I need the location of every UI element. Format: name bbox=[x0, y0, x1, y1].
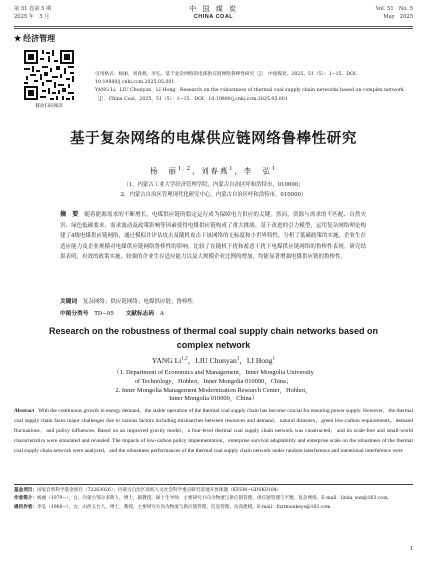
footnote-rule bbox=[14, 484, 413, 485]
volume-cn: 第 51 卷第 5 期 bbox=[14, 6, 52, 12]
qr-code-icon[interactable] bbox=[22, 48, 76, 102]
volume-en: Vol. 51 No. 5 bbox=[375, 6, 413, 12]
doc-code: A bbox=[159, 311, 164, 317]
doc-code-label: 文献标志码 bbox=[125, 311, 155, 317]
star-icon: ★ bbox=[14, 34, 22, 43]
author-name: ，LIU Chunyan bbox=[187, 356, 237, 365]
footnotes bbox=[14, 487, 413, 512]
corresponding-author bbox=[14, 504, 413, 512]
author-name: YANG Li bbox=[151, 356, 182, 365]
citation-cn: 引用格式：杨丽，刘春燕，李弘．基于复杂网络的电煤供应链网络鲁棒性研究［J］．中国煤炭，2025，51（5）：1−15．DOI：10.19880/j.cnki.ccm.2025.05.001 bbox=[95, 72, 361, 86]
abstract-cn bbox=[60, 210, 366, 263]
section-tag bbox=[14, 33, 55, 44]
corresponding-author-text: 李弘（1968−），女，山西五台人，博士，教授，主要研究方向为物流与供应链管理，信息管理、仿真建模。E-mail：faxtmonkeys@163.com bbox=[36, 504, 331, 510]
affiliation-line: （1．内蒙古工业大学经济管理学院，内蒙古自治区呼和浩特市，010000； bbox=[123, 182, 304, 188]
section-tag-label: 经济管理 bbox=[23, 34, 56, 43]
corresponding-author-label: 通讯作者： bbox=[14, 504, 37, 510]
abstract-text-en: With the continuous growth in energy demand，the stable operation of the thermal coal supply chain has become crucial for ensuring power supply. However，the thermal coal supply chain faces major challenges due to various factors including mismatches between resources and demand，natural disasters，green low-carbon requirements，demand fluctuations，and policy influences. Based on an improved gravity model，a four-level thermal coal supply chain network was constructed，and its scale-free and small-world characteristics were simulated and revealed. The impacts of low-carbon policy implementation，enterprise survival adaptability and enterprise scale on the robustness of the thermal coal supply chain network were analyzed，and the robustness performances of the thermal coal supply chain network under random interference and intentional interference were bbox=[14, 408, 413, 454]
affiliation-line: Inner Mongolia 010000，China） bbox=[169, 395, 258, 403]
abstract-label-en: Abstract bbox=[14, 408, 35, 414]
author-name: ，李 弘 bbox=[234, 166, 272, 176]
keywords-cn bbox=[60, 296, 380, 305]
qr-caption: 移动扫码阅读 bbox=[35, 104, 63, 109]
fund-text: 国家自然科学基金项目（72263026）；内蒙古自治区高校人文社会科学重点研究基地开放课题（KFSM−GDSK0104） bbox=[36, 488, 282, 493]
header-rule bbox=[14, 26, 413, 27]
abstract-text-cn: 随着能源需求的不断增长，电煤供应链的稳定运行成为保障电力供应的关键。然而，资源与需求的不匹配、自然灾害、绿色低碳要求、需求波动及政策影响等因素使得电煤供应链构成了重大挑战。基于改进的引力模型，运用复杂网络理论构建了4级电煤供应链网络，通过模拟并评估攻击及随机攻击下该网络的无标度和小世界特性。分析了低碳政策的实施、企业生存适应能力及企业规模对电煤供应链网络鲁棒性的影响。比较了在随机干扰和蓄意干扰下电煤供应链网络的鲁棒性表现。研究结果表明，有效的政策实施、较强的企业生存适应能力以及大规模企业比例的增加，均能显著增强电煤供应链的鲁棒性。 bbox=[60, 212, 367, 261]
author-affiliation-mark: 1,2 bbox=[181, 355, 188, 362]
keywords-label: 关键词 bbox=[60, 299, 78, 305]
citation-block bbox=[95, 71, 413, 104]
author-name: 杨 丽 bbox=[150, 166, 178, 176]
keyword: 鲁棒性 bbox=[176, 299, 193, 305]
affiliation-line: 2．内蒙古自治区管理现代化研究中心，内蒙古自治区呼和浩特市，010000） bbox=[120, 192, 307, 198]
citation-en: YANG Li，LIU Chunyan，LI Hong．Research on the robustness of thermal coal supply chain networks based on complex network［J］．China Coal，2025，51（5）：1−15．DOI：10.19880/j.cnki.ccm.2025.05.001 bbox=[95, 88, 404, 102]
keyword: 电煤供应链； bbox=[143, 299, 177, 305]
affiliations-cn bbox=[0, 180, 427, 200]
date-en: May 2025 bbox=[383, 13, 413, 20]
affiliation-line: 2. Inner Mongolia Management Modernization Research Center，Hohhot， bbox=[115, 386, 312, 394]
journal-title bbox=[0, 5, 427, 21]
author-bio-label: 作者简介： bbox=[14, 496, 37, 502]
author-affiliation-mark: 1 bbox=[271, 166, 277, 172]
abstract-label-cn: 摘 要 bbox=[60, 212, 79, 218]
fund-note bbox=[14, 487, 413, 495]
journal-issue-en bbox=[376, 6, 413, 21]
fund-label: 基金项目： bbox=[14, 488, 37, 493]
page-number: 1 bbox=[409, 545, 413, 552]
keyword: 复杂网络； bbox=[82, 299, 111, 305]
affiliations-en bbox=[60, 369, 367, 404]
author-affiliation-mark: 1 bbox=[236, 355, 240, 362]
date-cn: 2025 年 5 月 bbox=[14, 13, 50, 20]
affiliation-line: of Technology，Hohhot，Inner Mongolia 010000，China； bbox=[134, 377, 293, 385]
classification-line bbox=[60, 308, 380, 317]
author-bio-text: 杨丽（1979−），女，内蒙古鄂尔多斯人，博士，副教授，硕士生导师，主要研究方向为物流与供应链管理、供应链管理与平衡，复杂网络。E-mail：linda_sun@163.com。 bbox=[36, 496, 393, 502]
author-name: ，LI Hong bbox=[239, 356, 273, 365]
paper-title-en: Research on the robustness of thermal coal supply chain networks based on complex network bbox=[48, 326, 379, 350]
journal-name-cn: 中 国 煤 炭 bbox=[189, 5, 238, 13]
author-affiliation-mark: 1 bbox=[272, 355, 276, 362]
author-affiliation-mark: 1 bbox=[229, 166, 235, 172]
authors-en bbox=[0, 355, 427, 366]
journal-name-en: CHINA COAL bbox=[193, 14, 234, 20]
clc-label: 中图分类号 bbox=[60, 311, 89, 317]
abstract-en bbox=[14, 407, 413, 457]
author-affiliation-mark: 1,2 bbox=[177, 166, 193, 172]
affiliation-line: （1. Department of Economics and Management，Inner Mongolia University bbox=[113, 369, 314, 376]
paper-title-cn: 基于复杂网络的电煤供应链网络鲁棒性研究 bbox=[70, 130, 357, 147]
keyword: 供应链网络； bbox=[110, 299, 144, 305]
author-name: ，刘春燕 bbox=[192, 166, 230, 176]
authors-cn bbox=[0, 166, 427, 176]
clc-code: TD−95 bbox=[94, 311, 114, 317]
author-bio bbox=[14, 495, 413, 503]
header-rule-thin bbox=[14, 28, 413, 29]
